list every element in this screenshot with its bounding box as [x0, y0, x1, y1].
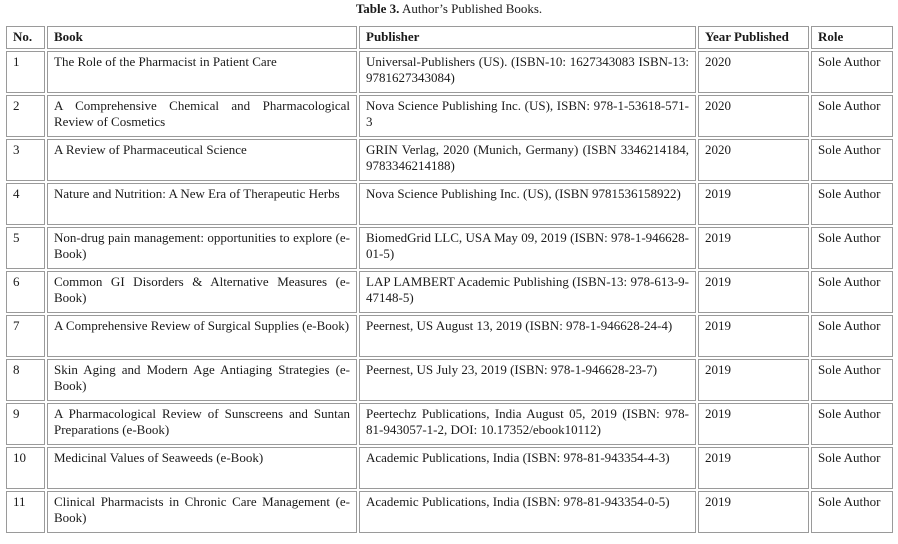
- cell-no: 3: [6, 139, 45, 181]
- cell-no: 7: [6, 315, 45, 357]
- cell-no: 9: [6, 403, 45, 445]
- cell-role: Sole Author: [811, 183, 893, 225]
- table-row: [6, 271, 893, 313]
- cell-book: Nature and Nutrition: A New Era of Therapeutic Herbs: [47, 183, 357, 225]
- cell-publisher: Nova Science Publishing Inc. (US), ISBN: 978-1-53618-571-3: [359, 95, 696, 137]
- header-publisher: Publisher: [359, 26, 696, 49]
- cell-role: Sole Author: [811, 227, 893, 269]
- cell-no: 10: [6, 447, 45, 489]
- cell-book: Skin Aging and Modern Age Antiaging Strategies (e-Book): [47, 359, 357, 401]
- cell-role: Sole Author: [811, 403, 893, 445]
- caption-label: Table 3.: [355, 1, 400, 16]
- cell-no: 5: [6, 227, 45, 269]
- cell-no: 6: [6, 271, 45, 313]
- caption-text: Author’s Published Books.: [399, 1, 543, 16]
- cell-year: 2020: [698, 139, 809, 181]
- cell-year: 2019: [698, 227, 809, 269]
- cell-publisher: Academic Publications, India (ISBN: 978-81-943354-4-3): [359, 447, 696, 489]
- header-year: Year Published: [698, 26, 809, 49]
- cell-publisher: Nova Science Publishing Inc. (US), (ISBN 9781536158922): [359, 183, 696, 225]
- cell-year: 2019: [698, 403, 809, 445]
- cell-book: The Role of the Pharmacist in Patient Care: [47, 51, 357, 93]
- table-row: [6, 227, 893, 269]
- cell-role: Sole Author: [811, 51, 893, 93]
- table-row: [6, 359, 893, 401]
- cell-role: Sole Author: [811, 315, 893, 357]
- cell-publisher: Peernest, US August 13, 2019 (ISBN: 978-1-946628-24-4): [359, 315, 696, 357]
- cell-book: Medicinal Values of Seaweeds (e-Book): [47, 447, 357, 489]
- cell-year: 2019: [698, 315, 809, 357]
- cell-book: A Comprehensive Chemical and Pharmacological Review of Cosmetics: [47, 95, 357, 137]
- cell-publisher: Academic Publications, India (ISBN: 978-81-943354-0-5): [359, 491, 696, 533]
- table-row: [6, 491, 893, 533]
- cell-book: A Review of Pharmaceutical Science: [47, 139, 357, 181]
- header-row: [6, 26, 893, 49]
- cell-no: 8: [6, 359, 45, 401]
- cell-role: Sole Author: [811, 95, 893, 137]
- cell-publisher: GRIN Verlag, 2020 (Munich, Germany) (ISBN 3346214184, 9783346214188): [359, 139, 696, 181]
- table-row: [6, 183, 893, 225]
- table-row: [6, 447, 893, 489]
- cell-role: Sole Author: [811, 491, 893, 533]
- table-row: [6, 95, 893, 137]
- cell-publisher: Peertechz Publications, India August 05, 2019 (ISBN: 978-81-943057-1-2, DOI: 10.17352/ebook10112): [359, 403, 696, 445]
- cell-book: Clinical Pharmacists in Chronic Care Management (e-Book): [47, 491, 357, 533]
- cell-publisher: LAP LAMBERT Academic Publishing (ISBN-13: 978-613-9-47148-5): [359, 271, 696, 313]
- cell-no: 2: [6, 95, 45, 137]
- cell-book: A Comprehensive Review of Surgical Supplies (e-Book): [47, 315, 357, 357]
- table-row: [6, 51, 893, 93]
- table-caption: [0, 0, 898, 18]
- cell-year: 2020: [698, 51, 809, 93]
- cell-no: 4: [6, 183, 45, 225]
- cell-publisher: Universal-Publishers (US). (ISBN-10: 1627343083 ISBN-13: 9781627343084): [359, 51, 696, 93]
- cell-role: Sole Author: [811, 271, 893, 313]
- cell-publisher: BiomedGrid LLC, USA May 09, 2019 (ISBN: 978-1-946628-01-5): [359, 227, 696, 269]
- cell-book: Common GI Disorders & Alternative Measures (e-Book): [47, 271, 357, 313]
- cell-year: 2019: [698, 447, 809, 489]
- cell-role: Sole Author: [811, 359, 893, 401]
- cell-role: Sole Author: [811, 447, 893, 489]
- cell-no: 1: [6, 51, 45, 93]
- header-no: No.: [6, 26, 45, 49]
- cell-year: 2019: [698, 359, 809, 401]
- cell-book: Non-drug pain management: opportunities to explore (e-Book): [47, 227, 357, 269]
- cell-book: A Pharmacological Review of Sunscreens and Suntan Preparations (e-Book): [47, 403, 357, 445]
- table-row: [6, 315, 893, 357]
- cell-year: 2019: [698, 183, 809, 225]
- cell-year: 2020: [698, 95, 809, 137]
- table-row: [6, 139, 893, 181]
- cell-role: Sole Author: [811, 139, 893, 181]
- cell-year: 2019: [698, 271, 809, 313]
- published-books-table: [4, 24, 895, 535]
- cell-publisher: Peernest, US July 23, 2019 (ISBN: 978-1-946628-23-7): [359, 359, 696, 401]
- cell-no: 11: [6, 491, 45, 533]
- table-row: [6, 403, 893, 445]
- cell-year: 2019: [698, 491, 809, 533]
- header-role: Role: [811, 26, 893, 49]
- header-book: Book: [47, 26, 357, 49]
